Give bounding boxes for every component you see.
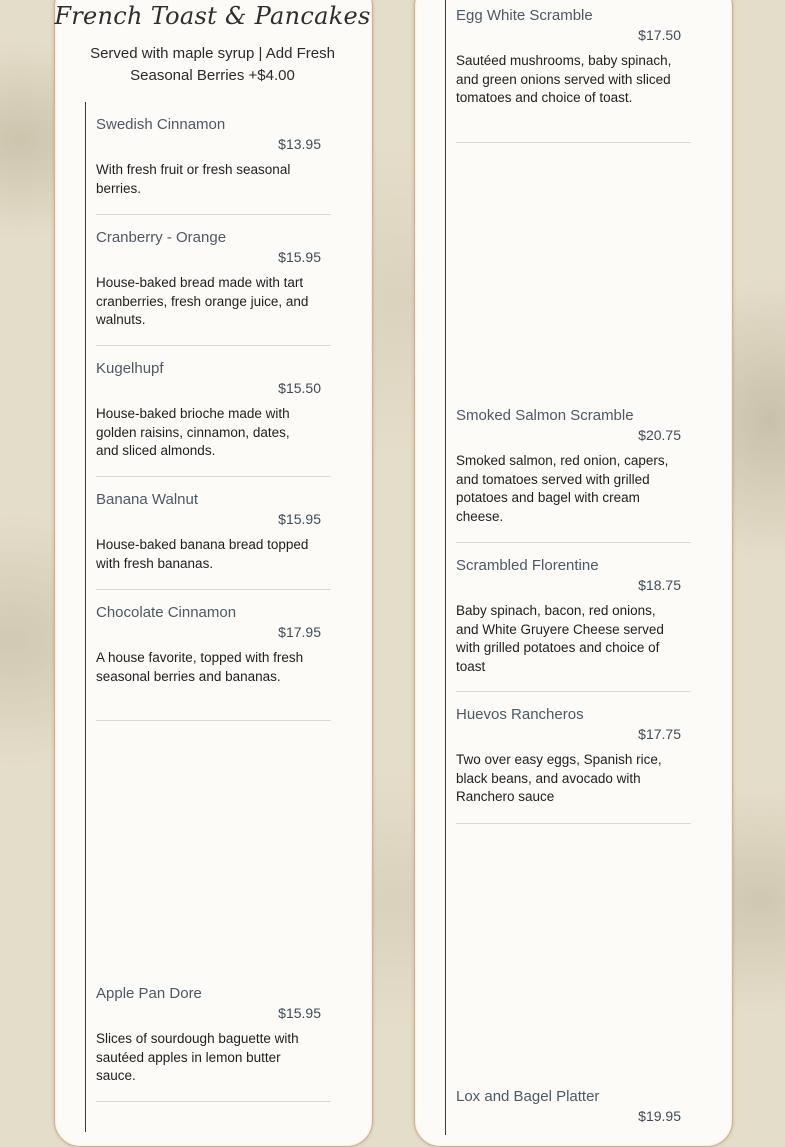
menu-item-name: Huevos Rancheros [456, 706, 584, 723]
menu-item-name: Lox and Bagel Platter [456, 1088, 600, 1105]
menu-item-divider [96, 1101, 331, 1102]
menu-item-name: Chocolate Cinnamon [96, 604, 237, 621]
menu-item-price: $17.75 [638, 726, 681, 742]
menu-item-description: Sautéed mushrooms, baby spinach, and green onions served with sliced tomatoes and choice of toast. [456, 53, 672, 105]
menu-item-name: Cranberry - Orange [96, 229, 227, 246]
menu-item-divider [456, 823, 691, 824]
menu-item-price: $15.50 [278, 380, 321, 396]
menu-item-name: Smoked Salmon Scramble [456, 407, 634, 424]
menu-item-divider [456, 542, 691, 543]
menu-item-description: House-baked brioche made with golden raisins, cinnamon, dates, and sliced almonds. [96, 406, 290, 458]
menu-item-description: Two over easy eggs, Spanish rice, black beans, and avocado with Ranchero sauce [456, 752, 662, 804]
menu-item-divider [456, 142, 691, 143]
menu-item-price: $20.75 [638, 427, 681, 443]
menu-item-divider [96, 476, 331, 477]
menu-item-price: $17.95 [278, 624, 321, 640]
menu-item-name: Scrambled Florentine [456, 557, 599, 574]
menu-item-price: $17.50 [638, 27, 681, 43]
menu-item-price: $15.95 [278, 249, 321, 265]
right-column-rule [445, 0, 446, 1135]
section-note: Served with maple syrup | Add Fresh Seasonal Berries +$4.00 [90, 45, 335, 84]
menu-item-divider [96, 214, 331, 215]
menu-item-description: A house favorite, topped with fresh seasonal berries and bananas. [96, 650, 304, 684]
menu-item-name: Kugelhupf [96, 360, 164, 377]
menu-item-divider [96, 589, 331, 590]
section-title: French Toast & Pancakes [54, 2, 371, 30]
menu-item-description: Smoked salmon, red onion, capers, and tomatoes served with grilled potatoes and bagel with cream cheese. [456, 453, 669, 524]
menu-item-description: House-baked bread made with tart cranberries, fresh orange juice, and walnuts. [96, 275, 309, 327]
menu-item-name: Egg White Scramble [456, 7, 593, 24]
menu-item-price: $18.75 [638, 577, 681, 593]
menu-item-divider [96, 345, 331, 346]
menu-item-price: $13.95 [278, 136, 321, 152]
menu-item-divider [96, 720, 331, 721]
menu-item-description: With fresh fruit or fresh seasonal berries. [96, 162, 291, 196]
menu-item-description: House-baked banana bread topped with fresh bananas. [96, 537, 309, 571]
menu-item-price: $19.95 [638, 1108, 681, 1124]
left-column-rule [85, 102, 86, 1132]
menu-item-name: Swedish Cinnamon [96, 116, 226, 133]
menu-item-price: $15.95 [278, 511, 321, 527]
menu-item-description: Slices of sourdough baguette with sautéed apples in lemon butter sauce. [96, 1031, 299, 1083]
menu-item-description: Baby spinach, bacon, red onions, and White Gruyere Cheese served with grilled potatoes and choice of toast [456, 603, 664, 674]
menu-item-divider [456, 691, 691, 692]
menu-item-name: Apple Pan Dore [96, 985, 202, 1002]
menu-item-name: Banana Walnut [96, 491, 199, 508]
menu-item-price: $15.95 [278, 1005, 321, 1021]
